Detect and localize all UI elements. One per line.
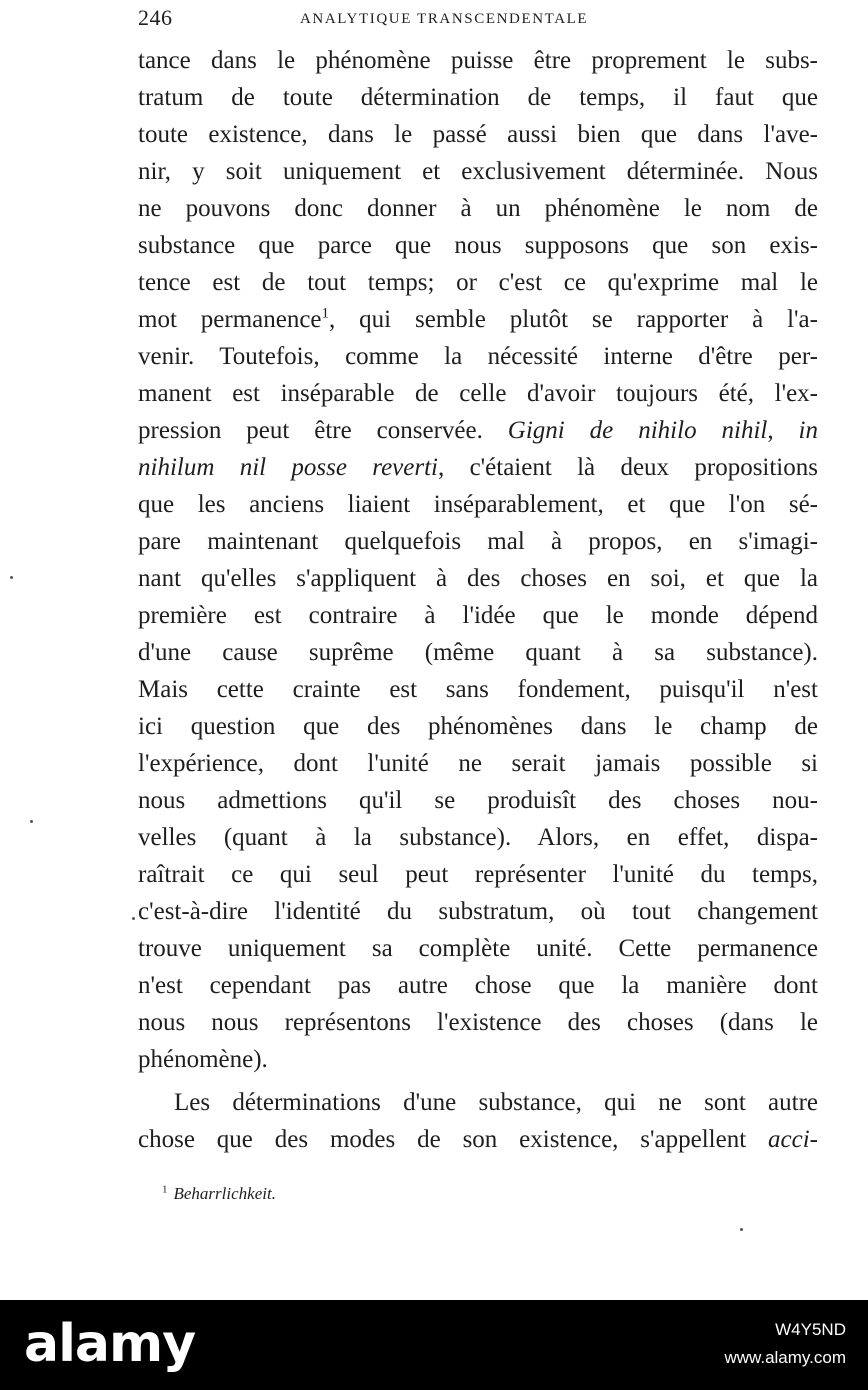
margin-speck: [10, 576, 13, 579]
text-line: tratum de toute détermination de temps, il faut que: [138, 84, 818, 111]
page-number: 246: [138, 5, 173, 30]
text-segment: , qui semble plutôt se rapporter à l'a-: [329, 306, 818, 333]
text-line: ici question que des phénomènes dans le champ de: [138, 713, 818, 740]
text-line: velles (quant à la substance). Alors, en effet, dispa-: [138, 824, 818, 851]
text-line: [138, 412, 818, 449]
text-line: manent est inséparable de celle d'avoir toujours été, l'ex-: [138, 380, 818, 407]
text-line: Mais cette crainte est sans fondement, puisqu'il n'est: [138, 676, 818, 703]
text-line: nant qu'elles s'appliquent à des choses en soi, et que la: [138, 565, 818, 592]
text-line: [138, 449, 818, 486]
latin-quote: in: [798, 417, 818, 444]
text-line: tance dans le phénomène puisse être proprement le subs-: [138, 47, 818, 74]
margin-speck: [740, 1228, 743, 1231]
margin-speck: [132, 917, 135, 920]
text-segment: pression peut être conservée.: [138, 417, 508, 444]
text-line: n'est cependant pas autre chose que la manière dont: [138, 972, 818, 999]
text-line: [138, 1121, 818, 1158]
footnote-text: Beharrlichkeit.: [173, 1184, 276, 1203]
latin-quote: Gigni de nihilo nihil: [507, 417, 768, 444]
text-line: trouve uniquement sa complète unité. Cette permanence: [138, 935, 818, 962]
text-line: l'expérience, dont l'unité ne serait jamais possible si: [138, 750, 818, 777]
italic-word: acci-: [768, 1126, 818, 1153]
text-line: nir, y soit uniquement et exclusivement déterminée. Nous: [138, 158, 818, 185]
text-line: toute existence, dans le passé aussi bien que dans l'ave-: [138, 121, 818, 148]
text-line: tence est de tout temps; or c'est ce qu'exprime mal le: [138, 269, 818, 296]
footnote-marker: 1: [162, 1183, 168, 1196]
text-segment: ,: [767, 417, 799, 444]
text-line: [138, 301, 818, 338]
text-line: nous nous représentons l'existence des choses (dans le: [138, 1009, 818, 1036]
watermark-image-id: W4Y5ND: [775, 1320, 846, 1339]
body-text: [138, 42, 818, 1158]
text-line: nous admettions qu'il se produisît des choses nou-: [138, 787, 818, 814]
watermark-bar: [0, 1300, 868, 1390]
running-title: ANALYTIQUE TRANSCENDENTALE: [300, 11, 589, 27]
text-line: que les anciens liaient inséparablement, et que l'on sé-: [138, 491, 818, 518]
text-segment: mot permanence: [138, 306, 322, 333]
text-line: Les déterminations d'une substance, qui ne sont autre: [174, 1089, 818, 1116]
footnote-ref: 1: [321, 305, 330, 322]
text-line: substance que parce que nous supposons que son exis-: [138, 232, 818, 259]
text-line: pare maintenant quelquefois mal à propos, en s'imagi-: [138, 528, 818, 555]
text-line: raîtrait ce qui seul peut représenter l'unité du temps,: [138, 861, 818, 888]
text-line: c'est-à-dire l'identité du substratum, où tout changement: [138, 898, 818, 925]
footnote: [162, 1182, 762, 1206]
margin-speck: [30, 820, 33, 823]
text-segment: , c'étaient là deux propositions: [438, 454, 818, 481]
latin-quote: nihilum nil posse reverti: [138, 454, 438, 481]
running-head: [138, 4, 818, 32]
text-line: ne pouvons donc donner à un phénomène le nom de: [138, 195, 818, 222]
watermark-url: www.alamy.com: [724, 1348, 846, 1367]
text-line: première est contraire à l'idée que le monde dépend: [138, 602, 818, 629]
text-line: venir. Toutefois, comme la nécessité interne d'être per-: [138, 343, 818, 370]
text-segment: chose que des modes de son existence, s'appellent: [138, 1126, 769, 1153]
text-line: phénomène).: [138, 1046, 268, 1073]
watermark-logo: alamy: [24, 1314, 196, 1374]
text-line: d'une cause suprême (même quant à sa substance).: [138, 639, 818, 666]
